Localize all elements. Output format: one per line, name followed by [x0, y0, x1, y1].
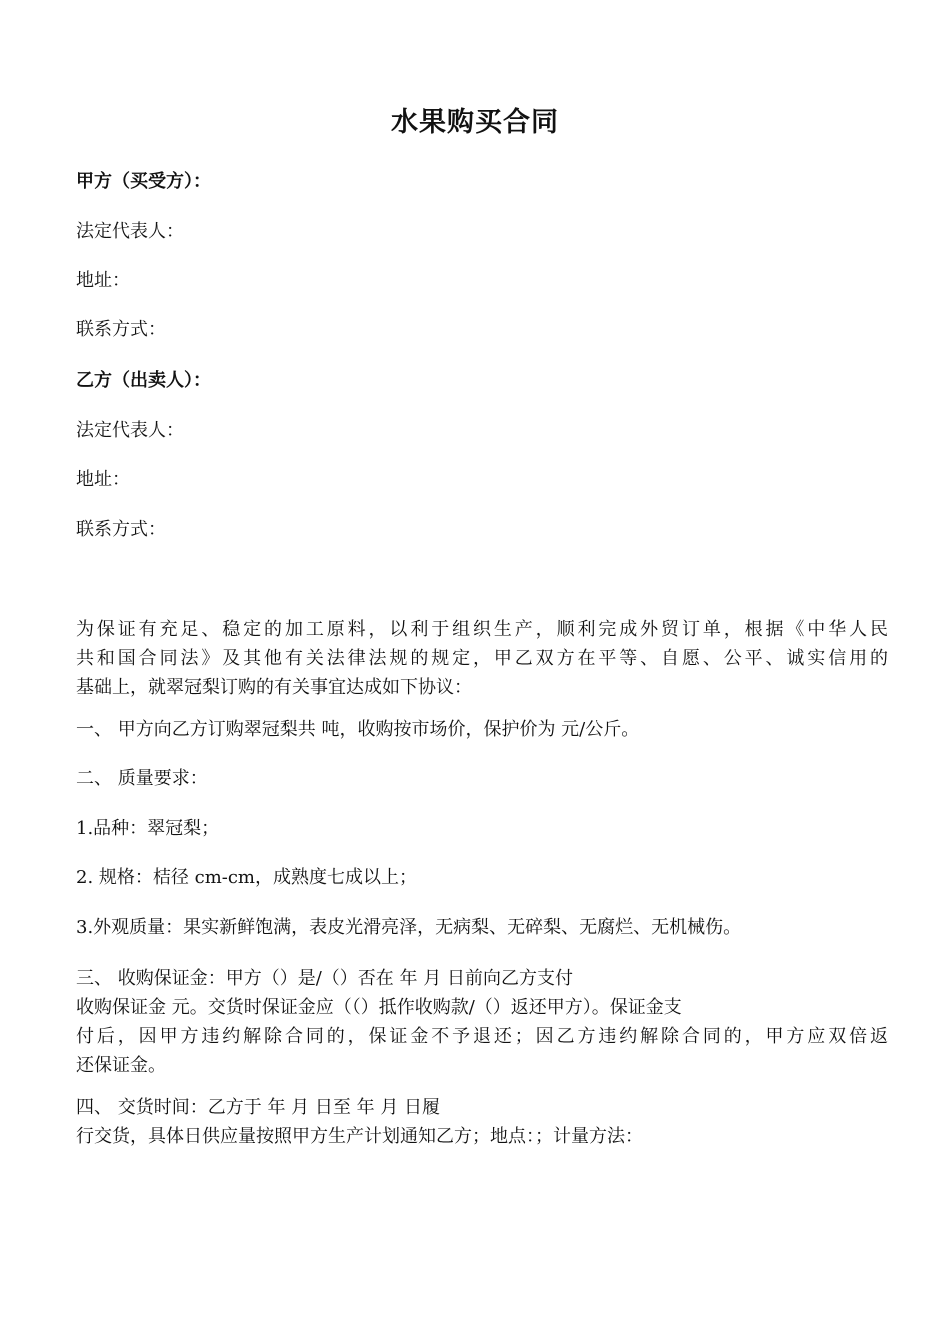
quality-item-variety: 1.品种：翠冠梨； [76, 818, 220, 839]
party-b-heading: 乙方（出卖人）： [76, 370, 211, 391]
party-a-address: 地址： [76, 270, 130, 291]
party-b-contact: 联系方式： [76, 519, 166, 540]
party-a-representative: 法定代表人： [76, 221, 184, 242]
party-b-representative: 法定代表人： [76, 420, 184, 441]
clause-4-paragraph [76, 1093, 888, 1151]
clause-3-line: 三、 收购保证金：甲方（）是/（）否在 年 月 日前向乙方支付 [76, 968, 573, 989]
document-title: 水果购买合同 [391, 107, 559, 138]
intro-line: 为保证有充足、稳定的加工原料，以利于组织生产，顺利完成外贸订单，根据《中华人民 [76, 619, 888, 640]
intro-line: 共和国合同法》及其他有关法律法规的规定，甲乙双方在平等、自愿、公平、诚实信用的 [76, 648, 888, 669]
clause-3-line: 收购保证金 元。交货时保证金应（（）抵作收购款/（）返还甲方）。保证金支 [76, 997, 682, 1018]
clause-3-line: 付后，因甲方违约解除合同的，保证金不予退还；因乙方违约解除合同的，甲方应双倍返 [76, 1026, 888, 1047]
clause-2-heading: 二、 质量要求： [76, 768, 208, 789]
party-a-contact: 联系方式： [76, 319, 166, 340]
clause-3-line: 还保证金。 [76, 1055, 166, 1076]
intro-line: 基础上，就翠冠梨订购的有关事宜达成如下协议： [76, 677, 472, 698]
party-a-heading: 甲方（买受方）： [76, 171, 211, 192]
party-b-address: 地址： [76, 469, 130, 490]
quality-item-spec: 2. 规格：桔径 cm-cm，成熟度七成以上； [76, 867, 417, 888]
clause-4-line: 行交货，具体日供应量按照甲方生产计划通知乙方；地点：；计量方法： [76, 1126, 643, 1147]
intro-paragraph [76, 615, 888, 702]
clause-1: 一、 甲方向乙方订购翠冠梨共 吨，收购按市场价，保护价为 元/公斤。 [76, 719, 640, 740]
quality-item-appearance: 3.外观质量：果实新鲜饱满，表皮光滑亮泽，无病梨、无碎梨、无腐烂、无机械伤。 [76, 917, 742, 938]
clause-4-line: 四、 交货时间：乙方于 年 月 日至 年 月 日履 [76, 1097, 441, 1118]
clause-3-paragraph [76, 964, 888, 1080]
